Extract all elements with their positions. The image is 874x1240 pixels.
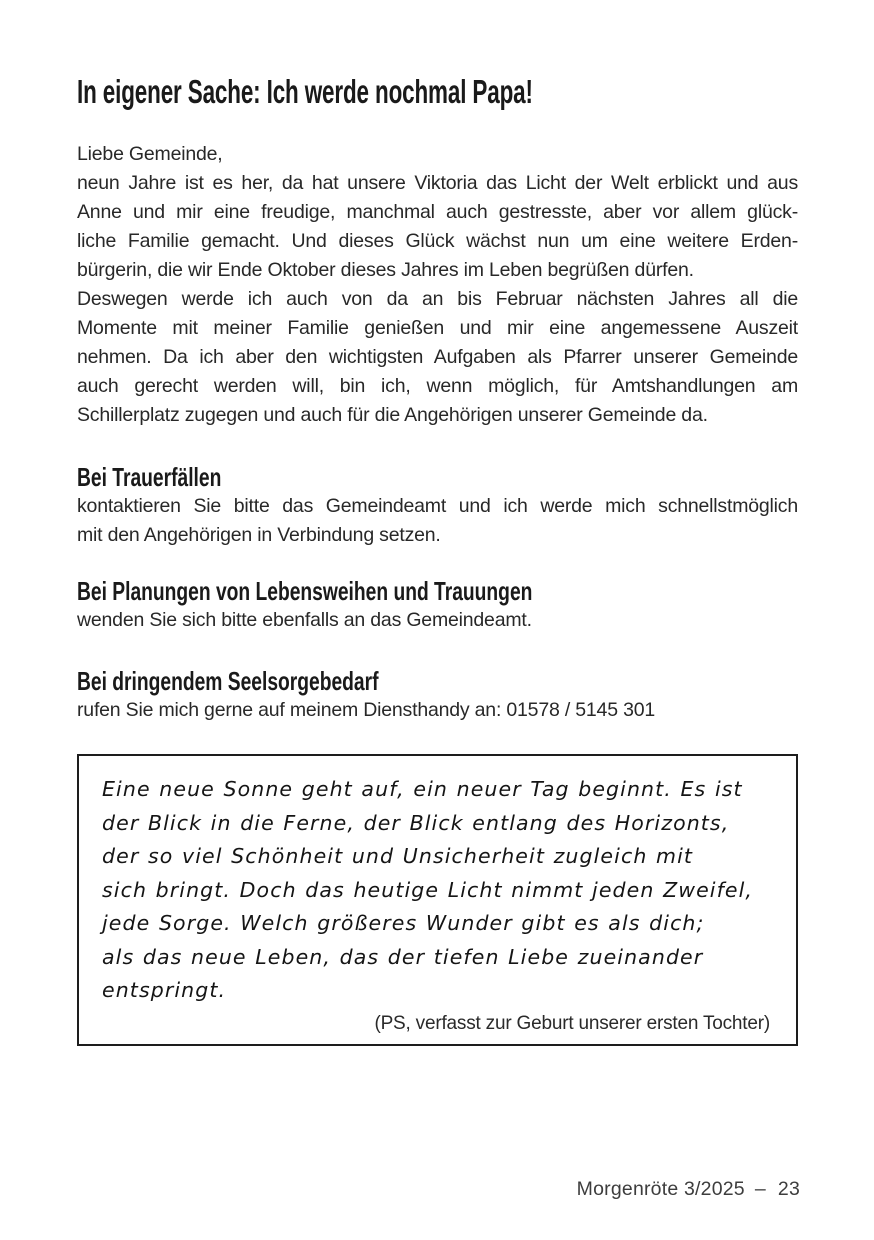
footer-separator: –	[754, 1178, 766, 1200]
quote-attribution: (PS, verfasst zur Geburt unserer ersten Tochter)	[374, 1012, 770, 1034]
paragraph-1-line: neun Jahre ist es her, da hat unsere Viktoria das Licht der Welt erblickt und aus	[77, 172, 798, 194]
quote-handwriting-line: jede Sorge. Welch größeres Wunder gibt es als dich;	[102, 911, 705, 935]
section-text-trauerfaelle	[77, 492, 798, 550]
article-title: In eigener Sache: Ich werde nochmal Papa!	[77, 73, 533, 110]
section-heading-lebensweihen: Bei Planungen von Lebensweihen und Trauungen	[77, 576, 533, 606]
paragraph-1-line: bürgerin, die wir Ende Oktober dieses Jahres im Leben begrüßen dürfen.	[77, 259, 694, 281]
article-intro	[77, 140, 798, 430]
section-text-seelsorgebedarf-line: rufen Sie mich gerne auf meinem Diensthandy an: 01578 / 5145 301	[77, 699, 655, 721]
paragraph-2-line: Schillerplatz zugegen und auch für die Angehörigen unserer Gemeinde da.	[77, 404, 708, 426]
section-text-trauerfaelle-line: kontaktieren Sie bitte das Gemeindeamt und ich werde mich schnellstmöglich	[77, 495, 798, 517]
paragraph-1	[77, 169, 798, 285]
magazine-title: Morgenröte 3/2025	[576, 1178, 745, 1200]
quote-handwriting-line: Eine neue Sonne geht auf, ein neuer Tag beginnt. Es ist	[102, 777, 743, 801]
paragraph-2-line: nehmen. Da ich aber den wichtigsten Aufgaben als Pfarrer unserer Gemeinde	[77, 346, 798, 368]
section-text-lebensweihen-line: wenden Sie sich bitte ebenfalls an das Gemeindeamt.	[77, 609, 532, 631]
section-lebensweihen-trauungen	[77, 577, 798, 635]
page-content	[77, 0, 798, 1240]
page-number: 23	[777, 1178, 800, 1200]
paragraph-2-line: auch gerecht werden will, bin ich, wenn möglich, für Amtshandlungen am	[77, 375, 798, 397]
quote-handwriting-line: der so viel Schönheit und Unsicherheit zugleich mit	[102, 844, 694, 868]
quote-handwriting-line: entspringt.	[102, 978, 227, 1002]
paragraph-1-line: Anne und mir eine freudige, manchmal auch gestresste, aber vor allem glück-	[77, 201, 798, 223]
section-heading-trauerfaelle: Bei Trauerfällen	[77, 462, 222, 492]
paragraph-2	[77, 285, 798, 430]
paragraph-1-line: liche Familie gemacht. Und dieses Glück wächst nun um eine weitere Erden-	[77, 230, 798, 252]
section-text-seelsorgebedarf	[77, 696, 798, 725]
section-text-trauerfaelle-line: mit den Angehörigen in Verbindung setzen.	[77, 524, 441, 546]
salutation: Liebe Gemeinde,	[77, 143, 223, 165]
section-heading-seelsorgebedarf: Bei dringendem Seelsorgebedarf	[77, 666, 379, 696]
section-trauerfaelle	[77, 463, 798, 550]
section-seelsorgebedarf	[77, 667, 798, 725]
section-text-lebensweihen	[77, 606, 798, 635]
paragraph-2-line: Deswegen werde ich auch von da an bis Februar nächsten Jahres all die	[77, 288, 798, 310]
paragraph-2-line: Momente mit meiner Familie genießen und mir eine angemessene Auszeit	[77, 317, 798, 339]
page-footer	[577, 1178, 800, 1201]
quote-handwriting	[102, 773, 770, 1008]
quote-box	[77, 754, 798, 1046]
quote-handwriting-line: als das neue Leben, das der tiefen Liebe zueinander	[102, 944, 704, 969]
quote-handwriting-line: der Blick in die Ferne, der Blick entlang des Horizonts,	[102, 810, 730, 835]
quote-handwriting-line: sich bringt. Doch das heutige Licht nimmt jeden Zweifel,	[102, 877, 754, 902]
